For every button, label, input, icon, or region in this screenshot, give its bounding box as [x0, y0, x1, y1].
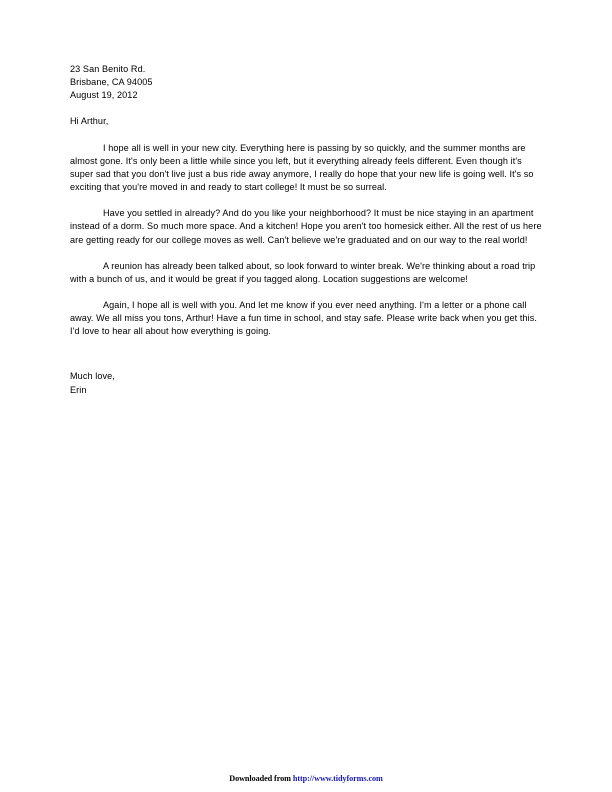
sender-city-state-zip-line: Brisbane, CA 94005	[70, 77, 153, 88]
body-paragraph-1: I hope all is well in your new city. Everything here is passing by so quickly, and the summer months are almost gone. It's only been a little while since you left, but it everything already feels different. Even though it's super sad that you don't live just a bus ride away anymore, I really do hope that your new life is going well. It's so exciting that you're moved in and ready to start college! It must be so surreal.	[70, 142, 534, 193]
body-paragraph-2: Have you settled in already? And do you like your neighborhood? It must be nice staying in an apartment instead of a dorm. So much more space. And a kitchen! Hope you aren't too homesick either. All the rest of us here are getting ready for our college moves as well. Can't believe we're graduated and on our way to the real world!	[70, 208, 542, 245]
sender-street-line: 23 San Benito Rd.	[70, 64, 146, 74]
body-paragraph-3: A reunion has already been talked about, so look forward to winter break. We're thinking about a road trip with a bunch of us, and it would be great if you tagged along. Location suggestions are welcome!	[70, 260, 536, 284]
footer-label: Downloaded from	[229, 774, 291, 783]
closing-valediction: Much love,	[70, 371, 115, 382]
salutation: Hi Arthur,	[70, 116, 109, 127]
closing-block	[70, 338, 542, 396]
footer-source-link[interactable]: http://www.tidyforms.com	[292, 774, 383, 783]
closing-signature: Erin	[70, 384, 87, 395]
body-paragraph-4: Again, I hope all is well with you. And let me know if you ever need anything. I'm a letter or a phone call away. We all miss you tons, Arthur! Have a fun time in school, and stay safe. Please write back when you get this. I'd love to hear all about how everything is going.	[70, 300, 537, 337]
sender-address-block	[70, 63, 542, 102]
letter-content	[70, 63, 542, 397]
page-footer	[0, 774, 612, 784]
letter-date-line: August 19, 2012	[70, 90, 138, 101]
